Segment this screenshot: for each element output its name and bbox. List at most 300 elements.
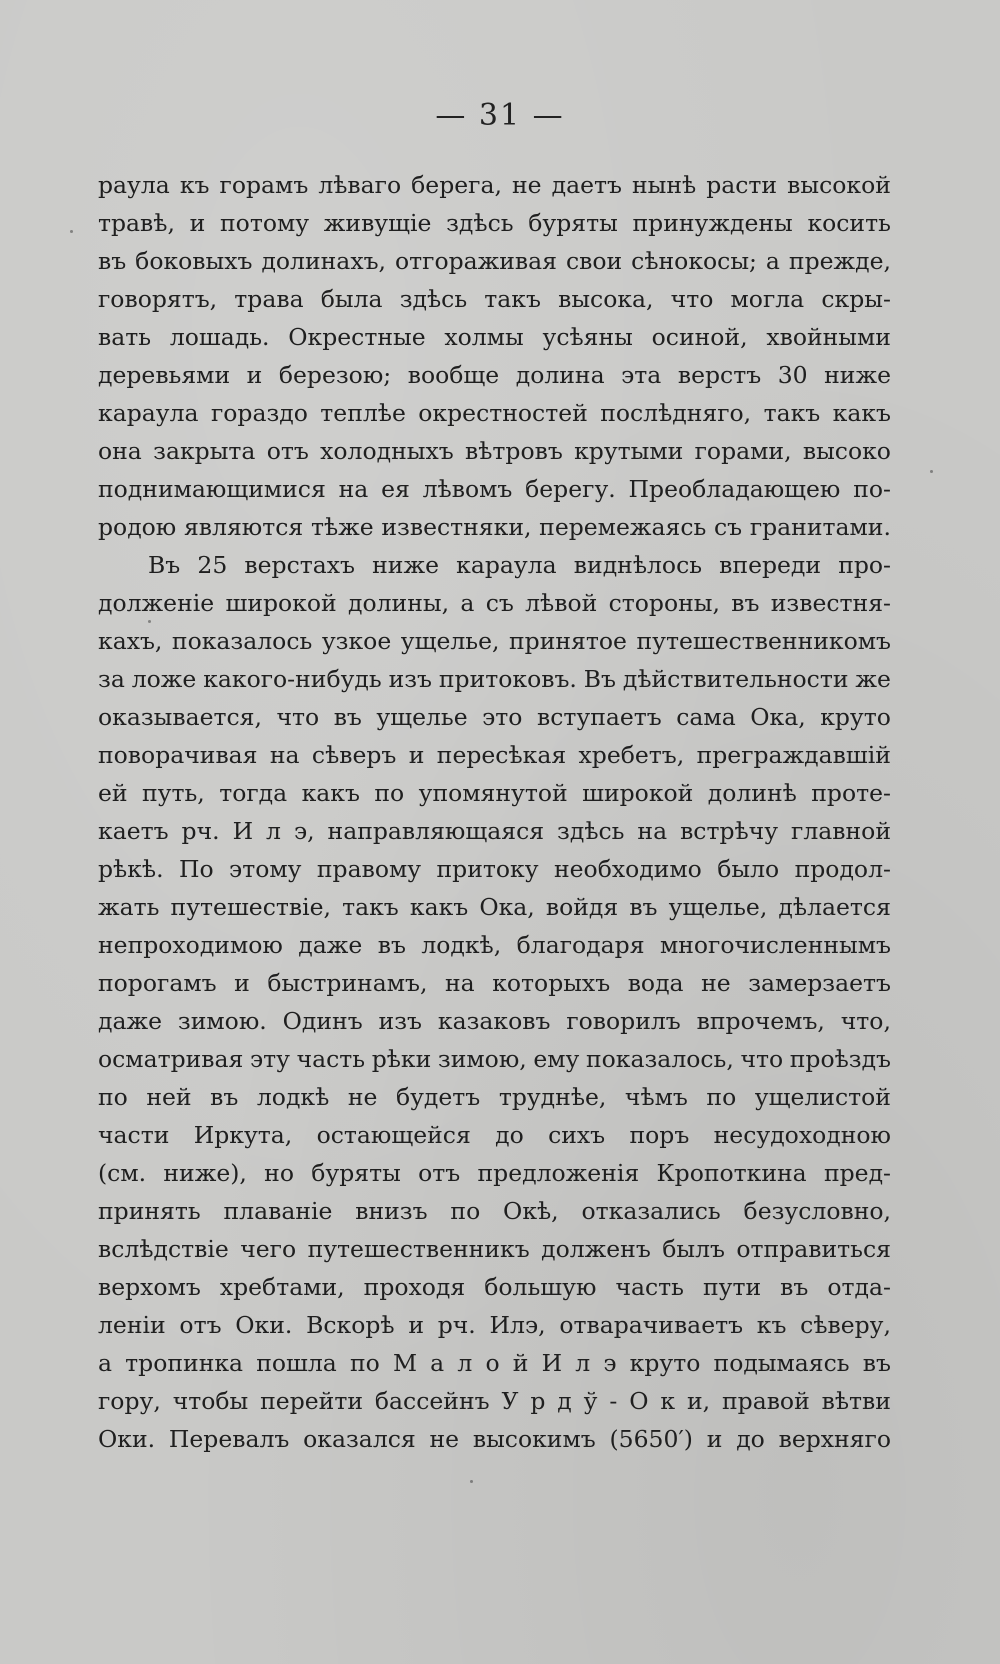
word: долины, xyxy=(348,589,450,617)
word: Вскорѣ xyxy=(306,1311,395,1339)
word: направляющаяся xyxy=(327,817,545,845)
text-line xyxy=(98,812,891,850)
word: чего xyxy=(240,1235,297,1263)
word: и xyxy=(408,1311,424,1339)
word: будетъ xyxy=(395,1083,481,1111)
text-line xyxy=(98,584,891,622)
word: перемежаясь xyxy=(539,513,707,541)
word: тѣже xyxy=(310,513,374,541)
word: 25 xyxy=(197,551,228,579)
word: въ xyxy=(333,703,362,731)
text-line xyxy=(98,166,891,204)
text-line-words xyxy=(98,698,891,736)
word: И xyxy=(232,817,254,845)
text-line-words xyxy=(98,622,891,660)
word: про- xyxy=(838,551,891,579)
text-line xyxy=(98,508,891,546)
word: впрочемъ, xyxy=(696,1007,825,1035)
word: въ xyxy=(629,893,658,921)
word: косить xyxy=(807,209,891,237)
word: быстринамъ, xyxy=(267,969,428,997)
word: верхняго xyxy=(778,1425,891,1453)
word: отъ xyxy=(418,1159,461,1187)
word: а xyxy=(98,1349,113,1377)
text-line-words xyxy=(98,1192,891,1230)
word: поръ xyxy=(629,1121,690,1149)
text-line xyxy=(98,1420,891,1458)
text-line-words xyxy=(98,1116,891,1154)
word: какъ xyxy=(409,893,469,921)
text-line xyxy=(98,432,891,470)
text-line xyxy=(98,546,891,584)
word: Оки. xyxy=(98,1425,156,1453)
word: но xyxy=(264,1159,294,1187)
word: широкой xyxy=(582,779,694,807)
word: изъ xyxy=(378,1007,422,1035)
word: необходимо xyxy=(553,855,702,883)
word: И xyxy=(541,1349,563,1377)
text-line-words xyxy=(98,660,891,698)
word: (5650′) xyxy=(609,1425,693,1453)
word: войдя xyxy=(545,893,619,921)
word: Ока, xyxy=(750,703,806,731)
text-line xyxy=(98,926,891,964)
word: по xyxy=(98,1083,128,1111)
word: берегу. xyxy=(525,475,616,503)
word: была xyxy=(320,285,383,313)
text-line xyxy=(98,470,891,508)
text-line-words xyxy=(98,1154,891,1192)
word: часть xyxy=(615,1273,684,1301)
word: горами, xyxy=(694,437,792,465)
word: долинахъ, xyxy=(261,247,386,275)
text-line xyxy=(98,1078,891,1116)
word: на xyxy=(637,817,668,845)
paper-speck xyxy=(930,470,933,473)
text-line xyxy=(98,394,891,432)
word: труднѣе, xyxy=(498,1083,607,1111)
word: замерзаетъ xyxy=(748,969,891,997)
text-line-words xyxy=(98,280,891,318)
text-line-words xyxy=(98,1230,891,1268)
word: раула xyxy=(98,171,170,199)
word: по xyxy=(374,779,405,807)
word: могла xyxy=(730,285,805,313)
word: деревьями xyxy=(98,361,231,389)
text-line-words xyxy=(98,812,891,850)
word: усѣяны xyxy=(542,323,633,351)
word: въ xyxy=(210,1083,239,1111)
word: что, xyxy=(840,1007,891,1035)
word: и xyxy=(246,361,263,389)
word: верстахъ xyxy=(244,551,355,579)
word: и, xyxy=(686,1387,711,1415)
text-line xyxy=(98,242,891,280)
word: остающейся xyxy=(316,1121,471,1149)
word: сама xyxy=(676,703,736,731)
word: хребетъ, xyxy=(578,741,685,769)
word: которыхъ xyxy=(492,969,611,997)
word: на xyxy=(269,741,300,769)
word: части xyxy=(98,1121,170,1149)
word: караула xyxy=(98,399,199,427)
word: Окрестные xyxy=(288,323,426,351)
word: высокой xyxy=(787,171,891,199)
word: до xyxy=(495,1121,524,1149)
word: и xyxy=(706,1425,723,1453)
word: не xyxy=(512,171,542,199)
word: л xyxy=(266,817,281,845)
word: какъ xyxy=(301,779,360,807)
word: въ xyxy=(98,247,127,275)
text-line xyxy=(98,1040,891,1078)
text-line xyxy=(98,1192,891,1230)
word: Ока, xyxy=(479,893,535,921)
text-line-words xyxy=(98,1420,891,1458)
word: путь, xyxy=(142,779,205,807)
word: (см. xyxy=(98,1159,147,1187)
word: каетъ xyxy=(98,817,169,845)
text-line-words xyxy=(98,964,891,1002)
word: пред- xyxy=(823,1159,891,1187)
word: этому xyxy=(229,855,302,883)
word: отварачиваетъ xyxy=(559,1311,744,1339)
word: послѣдняго, xyxy=(600,399,752,427)
word: отда- xyxy=(827,1273,891,1301)
word: перейти xyxy=(260,1387,363,1415)
word: Перевалъ xyxy=(168,1425,290,1453)
text-line xyxy=(98,356,891,394)
word: лодкѣ, xyxy=(421,931,502,959)
word: пересѣкая xyxy=(436,741,567,769)
text-line-words xyxy=(98,1344,891,1382)
word: ущелье, xyxy=(400,627,500,655)
word: ниже xyxy=(824,361,891,389)
word: часть xyxy=(296,1045,366,1073)
word: ея xyxy=(381,475,410,503)
word: зимою. xyxy=(177,1007,267,1035)
word: являются xyxy=(183,513,304,541)
word: она xyxy=(98,437,142,465)
word: внизъ xyxy=(355,1197,428,1225)
word: 30 xyxy=(777,361,808,389)
word: ней xyxy=(146,1083,192,1111)
word: круто xyxy=(629,1349,701,1377)
word: сѣверъ xyxy=(311,741,397,769)
word: крутыми xyxy=(574,437,684,465)
word: отгораживая xyxy=(394,247,557,275)
word: нынѣ xyxy=(631,171,697,199)
word: ложе xyxy=(131,665,197,693)
word: притоку xyxy=(436,855,539,883)
word: живущіе xyxy=(323,209,432,237)
word: вѣтви xyxy=(821,1387,891,1415)
word: правой xyxy=(721,1387,810,1415)
word: а xyxy=(460,589,475,617)
word: какого-нибудь xyxy=(203,665,382,693)
text-line xyxy=(98,622,891,660)
text-line-words xyxy=(98,1268,891,1306)
word: принуждены xyxy=(632,209,793,237)
word: до xyxy=(736,1425,765,1453)
word: берега, xyxy=(411,171,502,199)
word: верстъ xyxy=(677,361,762,389)
text-line xyxy=(98,964,891,1002)
word: такъ xyxy=(763,399,821,427)
text-line-words xyxy=(98,888,891,926)
word: въ xyxy=(862,1349,891,1377)
word: скры- xyxy=(821,285,891,313)
text-line-words xyxy=(98,356,891,394)
word: даже xyxy=(298,931,363,959)
word: былъ xyxy=(662,1235,725,1263)
word: ниже), xyxy=(163,1159,247,1187)
word: лошадь. xyxy=(169,323,270,351)
text-line xyxy=(98,736,891,774)
word: что xyxy=(740,1045,784,1073)
word: было xyxy=(717,855,780,883)
text-line-words xyxy=(98,318,891,356)
text-line xyxy=(98,1116,891,1154)
word: непроходимою xyxy=(98,931,283,959)
word: за xyxy=(98,665,125,693)
word: показалось xyxy=(171,627,313,655)
text-line xyxy=(98,1268,891,1306)
word: преграждавшій xyxy=(696,741,891,769)
word: благодаря xyxy=(516,931,645,959)
word: трава xyxy=(234,285,304,313)
word: эта xyxy=(621,361,662,389)
word: О xyxy=(629,1387,649,1415)
word: вать xyxy=(98,323,152,351)
word: долинѣ xyxy=(707,779,797,807)
word: какъ xyxy=(832,399,891,427)
word: березою; xyxy=(278,361,392,389)
text-line-words xyxy=(98,850,891,888)
word: верхомъ xyxy=(98,1273,201,1301)
word: холмы xyxy=(444,323,524,351)
word: теплѣе xyxy=(320,399,406,427)
word: буряты xyxy=(311,1159,401,1187)
text-line xyxy=(98,1154,891,1192)
word: упомянутой xyxy=(418,779,568,807)
word: что xyxy=(276,703,320,731)
word: на xyxy=(444,969,475,997)
word: Въ xyxy=(583,665,616,693)
word: хребтами, xyxy=(219,1273,345,1301)
word: - xyxy=(609,1387,618,1415)
word: круто xyxy=(820,703,891,731)
word: ущелье xyxy=(376,703,468,731)
word: По xyxy=(178,855,214,883)
text-line-words xyxy=(98,584,891,622)
word: кахъ, xyxy=(98,627,163,655)
word: по xyxy=(706,1083,737,1111)
word: не xyxy=(429,1425,460,1453)
word: правому xyxy=(316,855,422,883)
word: предложенія xyxy=(477,1159,640,1187)
word: холодныхъ xyxy=(320,437,454,465)
word: лѣвомъ xyxy=(422,475,513,503)
word: лодкѣ xyxy=(256,1083,330,1111)
text-line-words xyxy=(98,470,891,508)
word: оказывается, xyxy=(98,703,262,731)
word: э xyxy=(603,1349,617,1377)
word: а xyxy=(430,1349,445,1377)
word: а xyxy=(765,247,780,275)
word: по xyxy=(450,1197,481,1225)
word: проходя xyxy=(363,1273,466,1301)
word: потому xyxy=(220,209,310,237)
word: что xyxy=(670,285,714,313)
word: отъ xyxy=(266,437,309,465)
word: притоковъ. xyxy=(438,665,577,693)
word: даже xyxy=(98,1007,163,1035)
word: высокимъ xyxy=(472,1425,596,1453)
word: Одинъ xyxy=(282,1007,363,1035)
word: Илэ, xyxy=(489,1311,546,1339)
word: въ xyxy=(731,589,760,617)
word: окрестностей xyxy=(418,399,588,427)
word: стороны, xyxy=(608,589,720,617)
text-line-words xyxy=(98,1306,891,1344)
word: принятое xyxy=(509,627,627,655)
word: ей xyxy=(98,779,128,807)
word: к xyxy=(660,1387,676,1415)
word: л xyxy=(575,1349,591,1377)
word: гораздо xyxy=(210,399,308,427)
paper-speck xyxy=(70,230,73,233)
word: пошла xyxy=(256,1349,337,1377)
text-line-words xyxy=(148,546,891,584)
word: узкое xyxy=(321,627,392,655)
word: оказался xyxy=(303,1425,416,1453)
word: къ xyxy=(179,171,210,199)
word: чтобы xyxy=(172,1387,249,1415)
word: съ xyxy=(713,513,743,541)
text-line-words xyxy=(98,204,891,242)
word: проѣздъ xyxy=(789,1045,891,1073)
text-line xyxy=(98,698,891,736)
word: высоко xyxy=(802,437,891,465)
text-line-words xyxy=(98,166,891,204)
text-line-words xyxy=(98,1078,891,1116)
page-number: — 31 — xyxy=(435,98,565,133)
paper-speck xyxy=(148,620,151,623)
word: Окѣ, xyxy=(503,1197,559,1225)
word: э, xyxy=(293,817,315,845)
word: говорилъ xyxy=(566,1007,681,1035)
text-line xyxy=(98,318,891,356)
word: дѣлается xyxy=(778,893,891,921)
word: виднѣлось xyxy=(573,551,703,579)
word: ў xyxy=(583,1387,598,1415)
word: Оки. xyxy=(235,1311,293,1339)
text-line-words xyxy=(98,242,891,280)
word: въ xyxy=(377,931,406,959)
word: о xyxy=(485,1349,500,1377)
word: М xyxy=(392,1349,418,1377)
word: подымаясь xyxy=(713,1349,850,1377)
word: такъ xyxy=(484,285,541,313)
word: вода xyxy=(627,969,684,997)
word: широкой xyxy=(225,589,337,617)
word: и xyxy=(234,969,250,997)
text-line xyxy=(98,1382,891,1420)
word: эту xyxy=(249,1045,290,1073)
word: лѣваго xyxy=(318,171,402,199)
text-line xyxy=(98,280,891,318)
word: боковыхъ xyxy=(135,247,253,275)
text-line xyxy=(98,1306,891,1344)
word: Въ xyxy=(148,551,181,579)
word: говорятъ, xyxy=(98,285,218,313)
word: по- xyxy=(853,475,891,503)
word: путешествіе, xyxy=(170,893,331,921)
word: вообще xyxy=(407,361,500,389)
word: лѣвой xyxy=(525,589,598,617)
word: въ xyxy=(780,1273,809,1301)
text-line xyxy=(98,1344,891,1382)
word: Преобладающею xyxy=(628,475,841,503)
word: закрыта xyxy=(153,437,256,465)
text-line-words xyxy=(98,1040,891,1078)
word: горамъ xyxy=(219,171,309,199)
word: вѣтровъ xyxy=(465,437,563,465)
text-line xyxy=(98,888,891,926)
word: осиной, xyxy=(651,323,748,351)
word: проте- xyxy=(811,779,891,807)
word: отказались xyxy=(581,1197,721,1225)
word: сѣнокосы; xyxy=(631,247,757,275)
word: даетъ xyxy=(551,171,622,199)
word: жать xyxy=(98,893,160,921)
body-text xyxy=(98,166,891,1458)
word: на xyxy=(338,475,369,503)
word: не xyxy=(701,969,731,997)
word: д xyxy=(557,1387,572,1415)
paper-speck xyxy=(470,1480,473,1483)
word: известняки, xyxy=(381,513,532,541)
text-line xyxy=(98,1002,891,1040)
word: съ xyxy=(485,589,514,617)
word: впереди xyxy=(719,551,822,579)
text-line-words xyxy=(98,394,891,432)
word: это xyxy=(482,703,523,731)
word: долина xyxy=(515,361,605,389)
word: вступаетъ xyxy=(536,703,662,731)
text-line xyxy=(98,1230,891,1268)
word: хвойными xyxy=(766,323,891,351)
word: здѣсь xyxy=(446,209,514,237)
text-line-words xyxy=(98,774,891,812)
word: тогда xyxy=(219,779,288,807)
word: долженіе xyxy=(98,589,215,617)
word: же xyxy=(855,665,891,693)
word: сихъ xyxy=(548,1121,606,1149)
word: отправиться xyxy=(736,1235,891,1263)
word: поворачивая xyxy=(98,741,258,769)
word: сѣверу, xyxy=(800,1311,891,1339)
word: леніи xyxy=(98,1311,166,1339)
word: гору, xyxy=(98,1387,161,1415)
word: прежде, xyxy=(788,247,891,275)
word: бассейнъ xyxy=(374,1387,490,1415)
word: по xyxy=(349,1349,380,1377)
word: Иркута, xyxy=(193,1121,293,1149)
word: Кропоткина xyxy=(656,1159,807,1187)
word: вслѣдствіе xyxy=(98,1235,229,1263)
